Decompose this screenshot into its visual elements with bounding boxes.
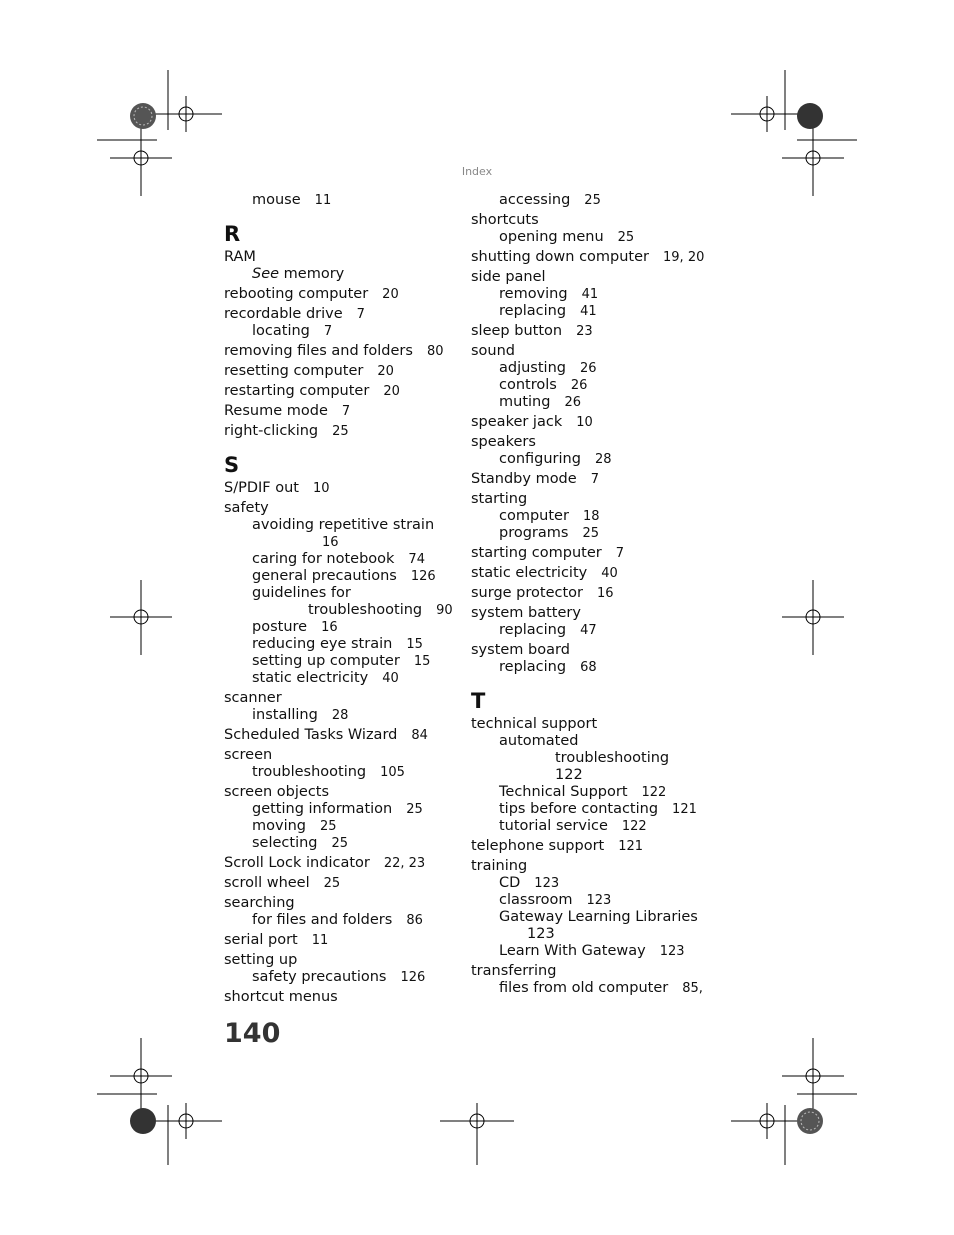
index-term: recordable drive [224,306,343,322]
index-entry [471,585,711,602]
index-subentry [224,619,460,636]
index-entry [224,480,460,497]
index-term: troubleshooting [252,764,367,780]
index-page-ref: 25 [331,836,349,851]
index-term: Resume mode [224,403,328,419]
index-page-ref: 20 [383,384,400,399]
dark-disc-icon [797,103,823,129]
index-subentry [224,585,460,602]
index-entry [224,383,460,400]
index-subentry [471,818,711,835]
index-entry [471,434,711,451]
index-term: tutorial service [499,818,608,834]
index-term: tips before contacting [499,801,659,817]
index-term: resetting computer [224,363,364,379]
index-term: caring for notebook [252,551,395,567]
index-entry [471,545,711,562]
index-page-ref: 123 [586,893,612,908]
see-reference: See [252,266,280,282]
index-entry [224,727,460,744]
index-page-ref: 23 [576,324,593,339]
registration-target-icon [782,1038,844,1114]
index-subentry [471,192,711,209]
registration-target-icon [782,120,844,196]
index-subentry [224,707,460,724]
index-term: right-clicking [224,423,319,439]
index-subentry [471,801,711,818]
index-page-ref: 84 [411,728,428,743]
index-term: programs [499,525,569,541]
index-page-ref: 7 [590,472,599,487]
index-term: Technical Support [499,784,628,800]
index-page-ref: 16 [597,586,614,601]
index-page-ref: 22, 23 [383,856,426,871]
index-page-ref: 15 [406,637,423,652]
index-subentry [471,286,711,303]
index-subentry [471,909,711,926]
index-subentry [471,980,711,997]
index-subentry [224,835,460,852]
index-entry [224,286,460,303]
index-entry [224,895,460,912]
index-subentry [224,192,460,209]
index-subentry [224,636,460,653]
index-page-ref: 7 [615,546,625,561]
index-page-ref: 25 [584,193,601,208]
index-subentry [471,360,711,377]
index-term: transferring [471,963,557,979]
index-term: system battery [471,605,581,621]
index-term: Standby mode [471,471,577,487]
index-page-ref: 80 [426,344,444,359]
index-term: technical support [471,716,598,732]
index-page-ref: 18 [582,509,600,524]
index-entry [224,343,460,360]
index-term: telephone support [471,838,605,854]
index-entry [471,269,711,286]
index-term: for files and folders [252,912,393,928]
index-column-right [471,192,711,997]
index-subentry [471,377,711,394]
index-term: removing [499,286,568,302]
index-page-ref: 121 [618,839,644,854]
index-term: static electricity [252,670,369,686]
index-page-ref: 47 [580,623,597,638]
index-page-ref: 68 [580,660,597,675]
index-term: 123 [527,926,555,942]
index-subentry [224,818,460,835]
index-subentry [471,659,711,676]
index-section-letter: S [224,453,240,477]
index-page-ref: 25 [323,876,341,891]
index-subentry [471,750,711,767]
index-entry [471,605,711,622]
index-subentry [471,394,711,411]
index-entry [471,249,711,266]
index-page-ref: 105 [380,765,405,780]
index-term: classroom [499,892,573,908]
index-term: opening menu [499,229,604,245]
index-section-letter: T [471,689,486,713]
index-term: Learn With Gateway [499,943,646,959]
index-page-ref: 11 [311,933,329,948]
index-term: rebooting computer [224,286,369,302]
index-subentry [471,622,711,639]
index-term: memory [279,266,345,282]
index-page-ref: 123 [659,944,685,959]
index-page-ref: 26 [564,395,581,410]
index-term: avoiding repetitive strain [252,517,435,533]
page-number: 140 [224,1018,281,1049]
index-page-ref: 25 [582,526,599,541]
index-page-ref: 19, 20 [663,250,705,265]
index-term: configuring [499,451,581,467]
index-term: Gateway Learning Libraries [499,909,698,925]
index-entry [471,565,711,582]
index-term: training [471,858,528,874]
registration-target-icon [731,96,803,132]
index-subentry [471,875,711,892]
index-term: serial port [224,932,298,948]
index-page-ref: 11 [314,193,332,208]
index-entry [224,952,460,969]
index-subentry [224,653,460,670]
index-page-ref: 7 [341,404,351,419]
index-term: searching [224,895,295,911]
index-term: computer [499,508,569,524]
index-subentry [471,943,711,960]
index-subentry [471,508,711,525]
registration-target-icon [110,580,172,655]
index-page-ref: 41 [580,304,597,319]
index-page-ref: 40 [601,566,618,581]
index-subentry [224,551,460,568]
index-subentry [224,764,460,781]
index-term: screen [224,747,273,763]
index-subentry [471,733,711,750]
index-page-ref: 90 [436,603,453,618]
index-term: files from old computer [499,980,669,996]
index-page-ref: 25 [320,819,337,834]
index-term: reducing eye strain [252,636,393,652]
index-subentry [471,303,711,320]
index-entry [471,343,711,360]
index-term: automated [499,733,579,749]
index-term: replacing [499,659,567,675]
index-term: controls [499,377,557,393]
registration-target-icon [110,1038,172,1114]
index-page-ref: 86 [406,913,423,928]
index-entry [224,855,460,872]
index-term: troubleshooting [555,750,670,766]
index-page-ref: 126 [410,569,436,584]
index-term: surge protector [471,585,583,601]
index-subentry [471,784,711,801]
index-page-ref: 121 [672,802,697,817]
index-term: general precautions [252,568,397,584]
index-page-ref: 26 [579,361,597,376]
index-term: installing [252,707,318,723]
index-term: scanner [224,690,282,706]
index-term: static electricity [471,565,588,581]
index-term: locating [252,323,310,339]
index-entry [471,491,711,508]
index-subentry [471,926,711,943]
index-subentry [224,266,460,283]
index-page-ref: 25 [617,230,635,245]
index-subentry [471,525,711,542]
index-page-ref: 25 [406,802,423,817]
index-page-ref: 10 [312,481,330,496]
registration-target-icon [440,1103,514,1165]
index-entry [471,716,711,733]
index-entry [471,963,711,980]
index-term: sound [471,343,516,359]
index-term: shortcuts [471,212,539,228]
registration-target-icon [731,1103,803,1139]
index-entry [471,471,711,488]
index-entry [471,642,711,659]
index-page-ref: 7 [356,307,365,322]
index-subentry [224,517,460,534]
index-subentry [471,892,711,909]
index-term: posture [252,619,308,635]
index-page-ref: 26 [570,378,588,393]
index-term: selecting [252,835,318,851]
index-subentry [224,801,460,818]
index-page-ref: 16 [322,535,339,550]
index-term: side panel [471,269,546,285]
index-page-ref: 123 [534,876,560,891]
registration-target-icon [150,96,222,132]
index-entry [224,423,460,440]
index-page-ref: 126 [400,970,426,985]
index-term: scroll wheel [224,875,310,891]
index-subentry [224,568,460,585]
index-term: 122 [555,767,583,783]
index-term: starting [471,491,528,507]
index-term: safety [224,500,269,516]
index-subentry [224,534,460,551]
index-page-ref: 74 [408,552,425,567]
index-term: Scroll Lock indicator [224,855,370,871]
index-entry [224,932,460,949]
index-page-ref: 20 [382,287,399,302]
registration-target-icon [150,1103,222,1139]
index-term: speakers [471,434,536,450]
index-term: troubleshooting [308,602,423,618]
index-term: screen objects [224,784,330,800]
index-entry [471,414,711,431]
index-page-ref: 28 [331,708,349,723]
index-entry [224,403,460,420]
index-term: system board [471,642,570,658]
index-entry [224,747,460,764]
index-term: setting up [224,952,298,968]
index-entry [224,989,460,1006]
index-term: moving [252,818,306,834]
index-entry [224,690,460,707]
index-page-ref: 85, [682,981,703,996]
index-section-letter: R [224,222,241,246]
index-term: starting computer [471,545,602,561]
index-term: restarting computer [224,383,370,399]
index-page-ref: 7 [323,324,333,339]
index-page-ref: 15 [413,654,431,669]
index-subentry [224,912,460,929]
index-term: RAM [224,249,256,265]
index-entry [224,784,460,801]
index-term: speaker jack [471,414,563,430]
index-entry [471,838,711,855]
index-term: Scheduled Tasks Wizard [224,727,398,743]
index-term: replacing [499,303,567,319]
registration-target-icon [110,120,172,196]
index-subentry [471,451,711,468]
index-term: shutting down computer [471,249,650,265]
index-entry [224,306,460,323]
index-entry [224,249,460,266]
index-term: getting information [252,801,393,817]
index-term: adjusting [499,360,566,376]
index-entry [224,500,460,517]
index-term: muting [499,394,551,410]
index-term: setting up computer [252,653,400,669]
index-page-ref: 122 [621,819,647,834]
running-header: Index [461,165,493,178]
index-term: accessing [499,192,571,208]
index-entry [471,858,711,875]
index-page-ref: 25 [332,424,349,439]
index-term: S/PDIF out [224,480,299,496]
index-subentry [224,670,460,687]
index-term: safety precautions [252,969,387,985]
index-subentry [224,602,460,619]
index-term: guidelines for [252,585,351,601]
index-subentry [471,229,711,246]
index-term: sleep button [471,323,563,339]
index-page-ref: 41 [581,287,599,302]
index-subentry [224,969,460,986]
index-page-ref: 122 [641,785,667,800]
index-entry [471,212,711,229]
index-term: mouse [252,192,301,208]
index-entry [224,875,460,892]
index-term: CD [499,875,521,891]
index-term: removing files and folders [224,343,413,359]
index-subentry [471,767,711,784]
index-entry [471,323,711,340]
index-page-ref: 10 [576,415,593,430]
index-column-left [224,192,460,1006]
index-page-ref: 16 [321,620,338,635]
index-entry [224,363,460,380]
index-page-ref: 28 [594,452,612,467]
index-term: shortcut menus [224,989,338,1005]
index-subentry [224,323,460,340]
registration-target-icon [782,580,844,655]
index-term: replacing [499,622,567,638]
dark-disc-icon [130,1108,156,1134]
index-page-ref: 40 [382,671,399,686]
index-page-ref: 20 [377,364,394,379]
